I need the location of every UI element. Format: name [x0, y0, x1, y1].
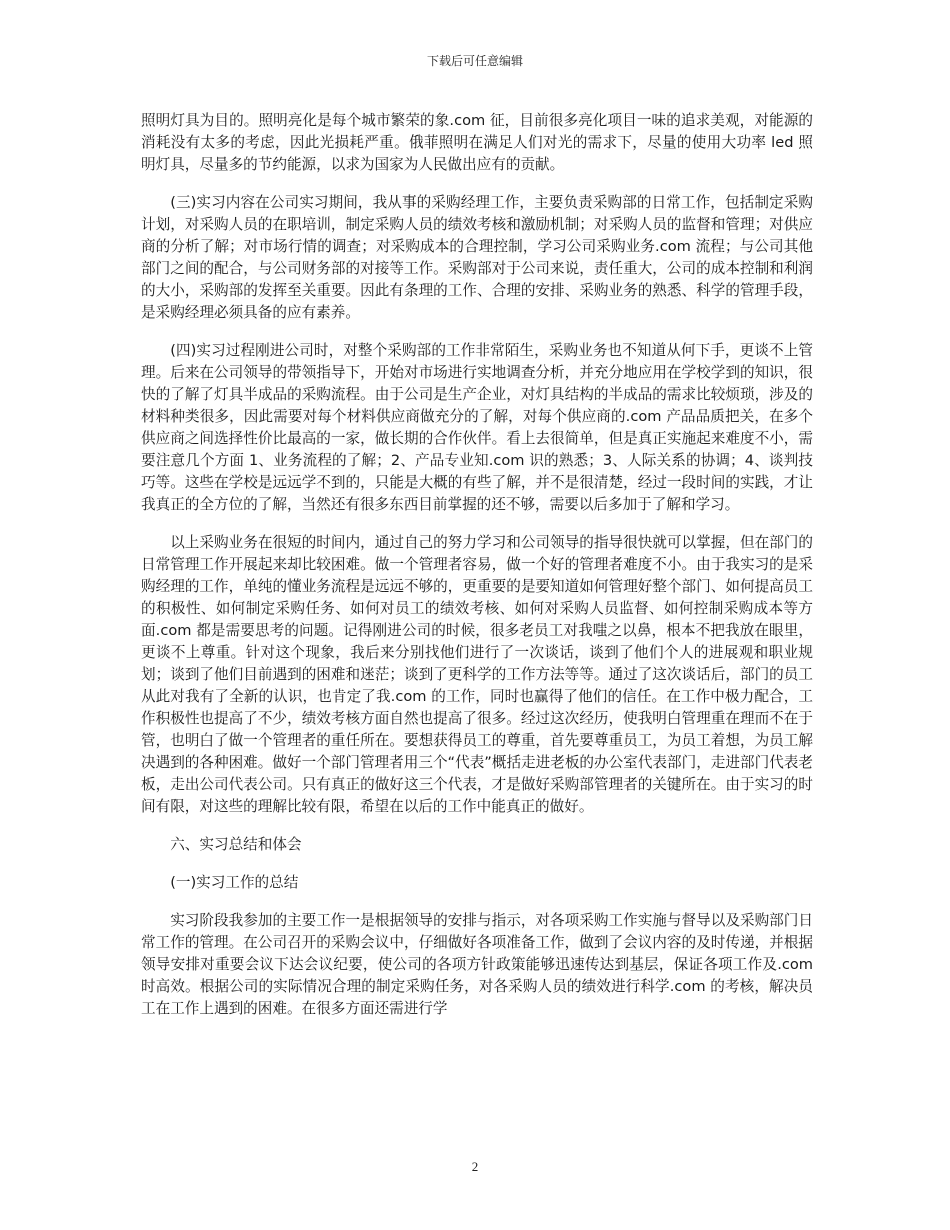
paragraph-management: 以上采购业务在很短的时间内，通过自己的努力学习和公司领导的指导很快就可以掌握，但在部门的日常管理工作开展起来却比较困难。做一个管理者容易，做一个好的管理者难度不小。由于我实习的是采购经理的工作，单纯的懂业务流程是远远不够的，更重要的是要知道如何管理好整个部门、如何提高员工的积极性、如何制定采购任务、如何对员工的绩效考核、如何对采购人员监督、如何控制采购成本等方面.com 都是需要思考的问题。记得刚进公司的时候，很多老员工对我嗤之以鼻，根本不把我放在眼里，更谈不上尊重。针对这个现象，我后来分别找他们进行了一次谈话，谈到了他们个人的进展观和职业规划；谈到了他们目前遇到的困难和迷茫；谈到了更科学的工作方法等等。通过了这次谈话后，部门的员工从此对我有了全新的认识，也肯定了我.com 的工作，同时也赢得了他们的信任。在工作中极力配合，工作积极性也提高了不少，绩效考核方面自然也提高了很多。经过这次经历，使我明白管理重在理而不在于管，也明白了做一个管理者的重任所在。要想获得员工的尊重，首先要尊重员工，为员工着想，为员工解决遇到的各种困难。做好一个部门管理者用三个“代表”概括走进老板的办公室代表部门，走进部门代表老板，走出公司代表公司。只有真正的做好这三个代表，才是做好采购部管理者的关键所在。由于实习的时间有限，对这些的理解比较有限，希望在以后的工作中能真正的做好。 — [141, 534, 813, 815]
paragraph-work-summary: 实习阶段我参加的主要工作一是根据领导的安排与指示，对各项采购工作实施与督导以及采购部门日常工作的管理。在公司召开的采购会议中，仔细做好各项准备工作，做到了会议内容的及时传递，并根据领导安排对重要会议下达会议纪要，使公司的各项方针政策能够迅速传达到基层，保证各项工作及.com 时高效。根据公司的实际情况合理的制定采购任务，对各采购人员的绩效进行科学.com 的考核，解决员工在工作上遇到的困难。在很多方面还需进行学 — [141, 912, 813, 1017]
paragraph-lighting-goal: 照明灯具为目的。照明亮化是每个城市繁荣的象.com 征，目前很多亮化项目一味的追求美观，对能源的消耗没有太多的考虑，因此光损耗严重。俄菲照明在满足人们对光的需求下，尽量的使用大功率 led 照明灯具，尽量多的节约能源，以求为国家为人民做出应有的贡献。 — [141, 112, 813, 173]
paragraph-internship-process: (四)实习过程刚进公司时，对整个采购部的工作非常陌生，采购业务也不知道从何下手，更谈不上管理。后来在公司领导的带领指导下，开始对市场进行实地调查分析，并充分地应用在学校学到的知识，很快的了解了灯具半成品的采购流程。由于公司是生产企业，对灯具结构的半成品的需求比较烦琐，涉及的材料种类很多，因此需要对每个材料供应商做充分的了解，对每个供应商的.com 产品品质把关，在多个供应商之间选择性价比最高的一家，做长期的合作伙伴。看上去很简单，但是真正实施起来难度不小，需要注意几个方面 1、业务流程的了解；2、产品专业知.com 识的熟悉；3、人际关系的协调；4、谈判技巧等。这些在学校是远远学不到的，只能是大概的有些了解，并不是很清楚，经过一段时间的实践，才让我真正的全方位的了解，当然还有很多东西目前掌握的还不够，需要以后多加于了解和学习。 — [141, 342, 813, 513]
page-header: 下载后可任意编辑 — [426, 54, 523, 68]
page-number: 2 — [471, 1159, 479, 1174]
document-body — [141, 110, 813, 1036]
subsection-heading-work-summary: (一)实习工作的总结 — [170, 874, 299, 891]
section-heading-summary: 六、实习总结和体会 — [170, 836, 302, 853]
paragraph-internship-content: (三)实习内容在公司实习期间，我从事的采购经理工作，主要负责采购部的日常工作，包括制定采购计划，对采购人员的在职培训，制定采购人员的绩效考核和激励机制；对采购人员的监督和管理；对供应商的分析了解；对市场行情的调查；对采购成本的合理控制，学习公司采购业务.com 流程；与公司其他部门之间的配合，与公司财务部的对接等工作。采购部对于公司来说，责任重大，公司的成本控制和利润的大小，采购部的发挥至关重要。因此有条理的工作、合理的安排、采购业务的熟悉、科学的管理手段，是采购经理必须具备的应有素养。 — [141, 194, 813, 321]
